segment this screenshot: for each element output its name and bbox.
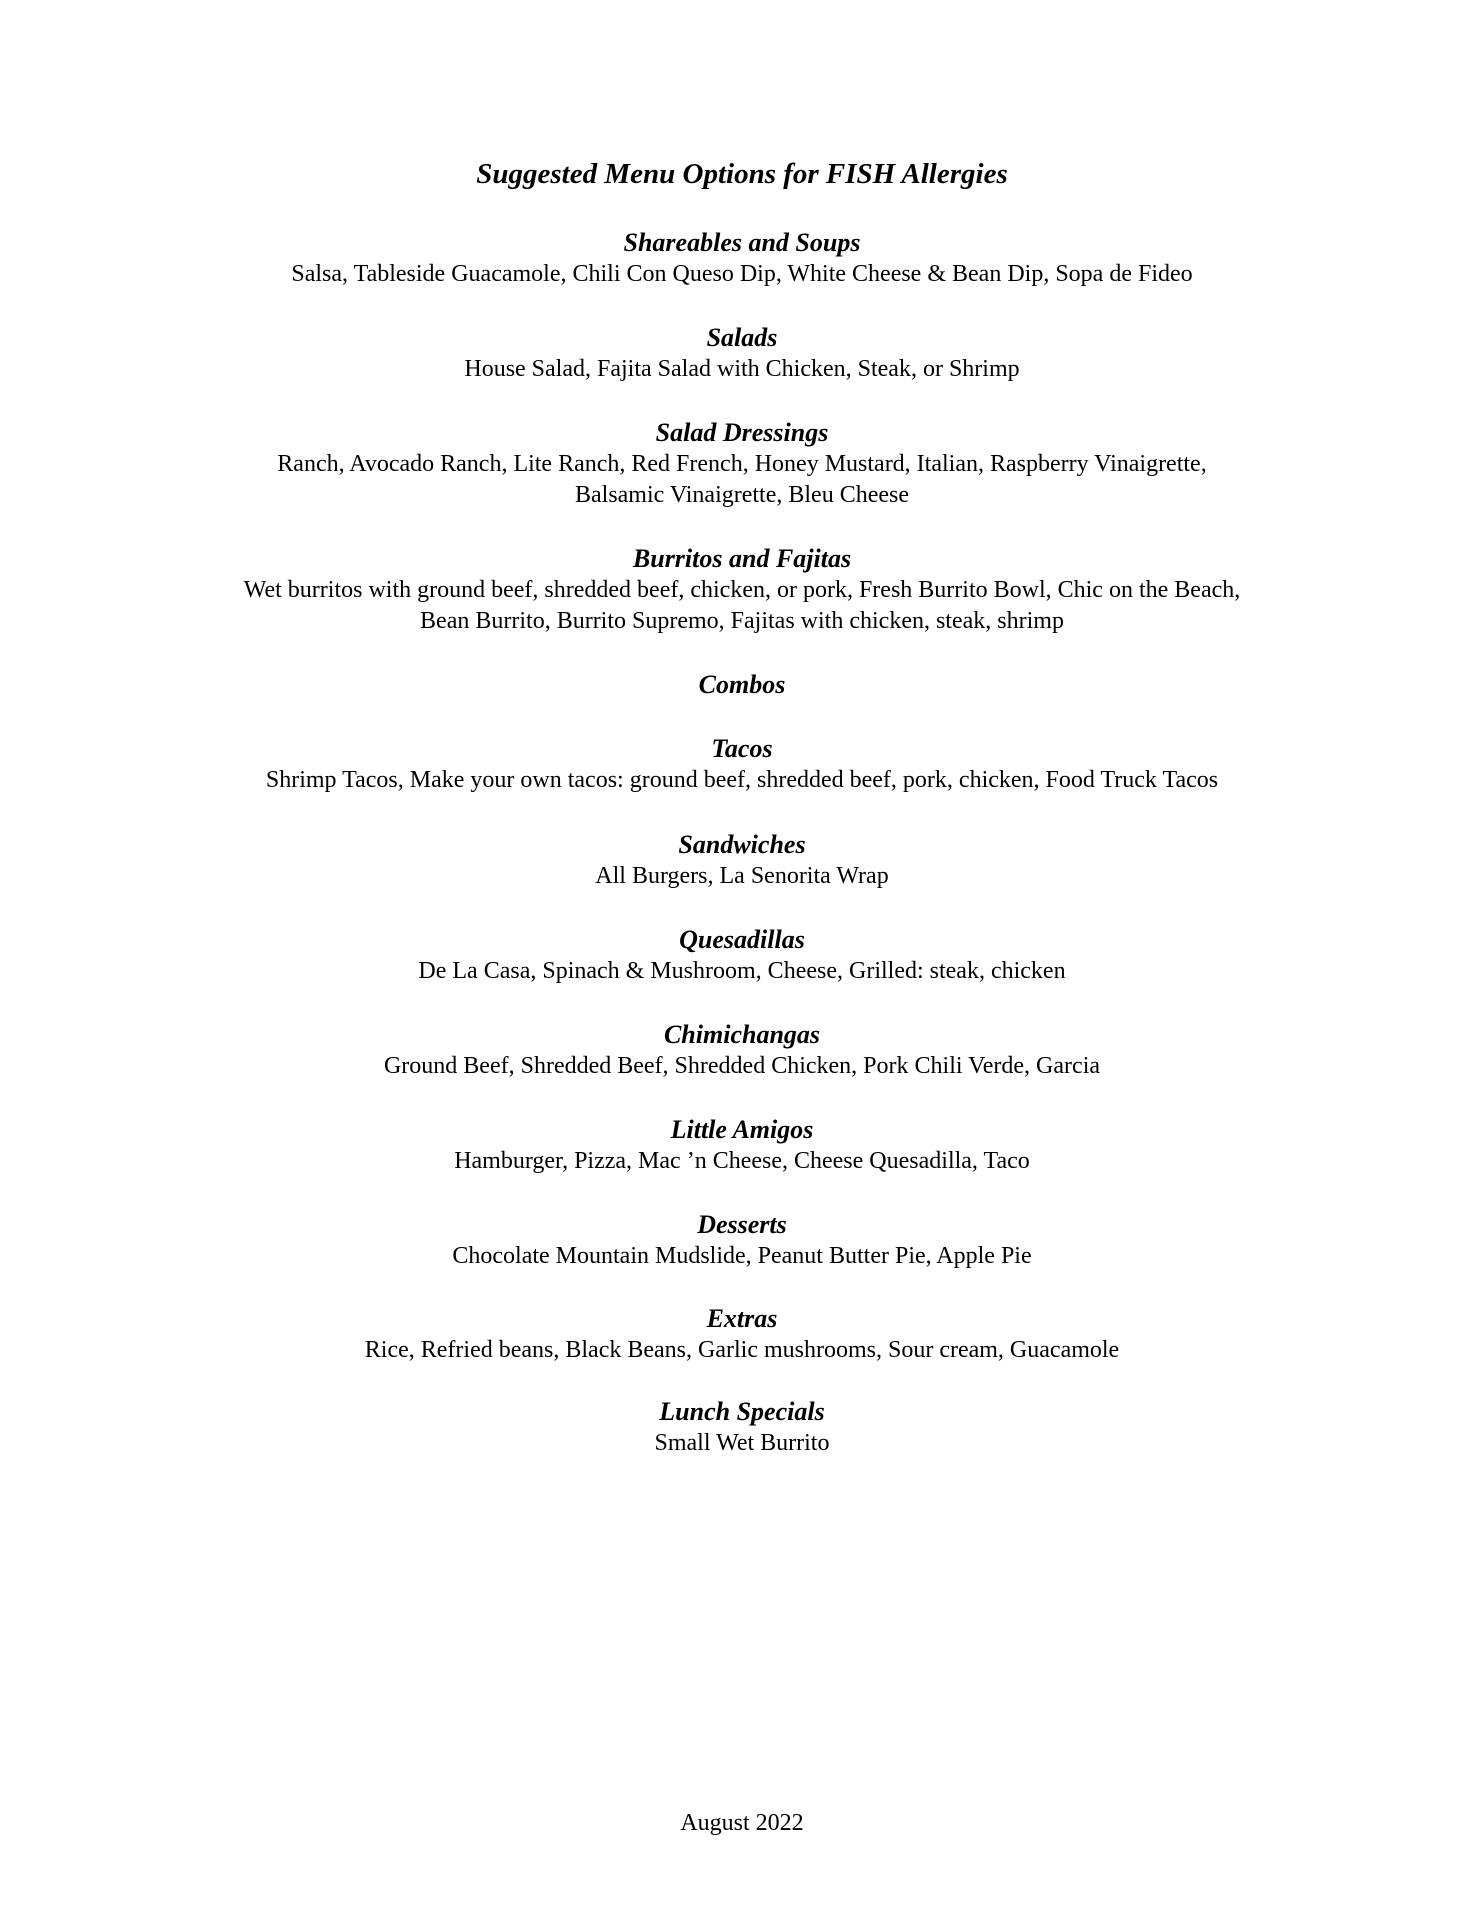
- section-items: House Salad, Fajita Salad with Chicken, Steak, or Shrimp: [464, 356, 1020, 382]
- section-heading: Desserts: [697, 1210, 787, 1239]
- page-title: Suggested Menu Options for FISH Allergies: [476, 158, 1008, 190]
- section-lunch-specials: [0, 1396, 1484, 1459]
- section-heading: Burritos and Fajitas: [632, 544, 852, 573]
- section-items: Chocolate Mountain Mudslide, Peanut Butter Pie, Apple Pie: [452, 1243, 1032, 1269]
- section-items: All Burgers, La Senorita Wrap: [595, 863, 889, 889]
- footer-date: August 2022: [680, 1810, 804, 1836]
- section-burritos-and-fajitas: [0, 543, 1484, 637]
- section-combos: [0, 669, 1484, 701]
- section-items: De La Casa, Spinach & Mushroom, Cheese, Grilled: steak, chicken: [418, 958, 1066, 984]
- section-heading: Salad Dressings: [655, 418, 829, 447]
- section-heading: Shareables and Soups: [623, 228, 861, 257]
- section-items: Ground Beef, Shredded Beef, Shredded Chicken, Pork Chili Verde, Garcia: [383, 1053, 1101, 1079]
- section-items: Rice, Refried beans, Black Beans, Garlic mushrooms, Sour cream, Guacamole: [364, 1337, 1120, 1363]
- section-heading: Quesadillas: [679, 925, 805, 954]
- section-heading: Extras: [706, 1304, 778, 1333]
- section-salads: [0, 322, 1484, 385]
- section-items: Small Wet Burrito: [654, 1430, 830, 1456]
- section-heading: Lunch Specials: [659, 1397, 825, 1426]
- section-desserts: [0, 1209, 1484, 1272]
- section-items: Balsamic Vinaigrette, Bleu Cheese: [574, 482, 910, 508]
- section-heading: Combos: [698, 670, 786, 699]
- section-heading: Chimichangas: [663, 1020, 821, 1049]
- section-items: Ranch, Avocado Ranch, Lite Ranch, Red French, Honey Mustard, Italian, Raspberry Vinaigrette,: [277, 451, 1207, 477]
- section-items: Shrimp Tacos, Make your own tacos: ground beef, shredded beef, pork, chicken, Food Truck Tacos: [265, 767, 1219, 793]
- section-heading: Sandwiches: [678, 830, 806, 859]
- section-quesadillas: [0, 924, 1484, 987]
- section-heading: Little Amigos: [670, 1115, 814, 1144]
- section-items: Salsa, Tableside Guacamole, Chili Con Queso Dip, White Cheese & Bean Dip, Sopa de Fideo: [291, 261, 1193, 287]
- section-salad-dressings: [0, 417, 1484, 511]
- section-tacos: [0, 733, 1484, 796]
- section-heading: Tacos: [711, 734, 773, 763]
- section-extras: [0, 1303, 1484, 1366]
- section-items: Bean Burrito, Burrito Supremo, Fajitas with chicken, steak, shrimp: [420, 608, 1064, 634]
- section-chimichangas: [0, 1019, 1484, 1082]
- section-shareables-and-soups: [0, 227, 1484, 290]
- section-little-amigos: [0, 1114, 1484, 1177]
- section-items: Wet burritos with ground beef, shredded beef, chicken, or pork, Fresh Burrito Bowl, Chic on the Beach,: [243, 577, 1241, 603]
- section-sandwiches: [0, 829, 1484, 892]
- section-heading: Salads: [706, 323, 778, 352]
- section-items: Hamburger, Pizza, Mac ’n Cheese, Cheese Quesadilla, Taco: [454, 1148, 1030, 1174]
